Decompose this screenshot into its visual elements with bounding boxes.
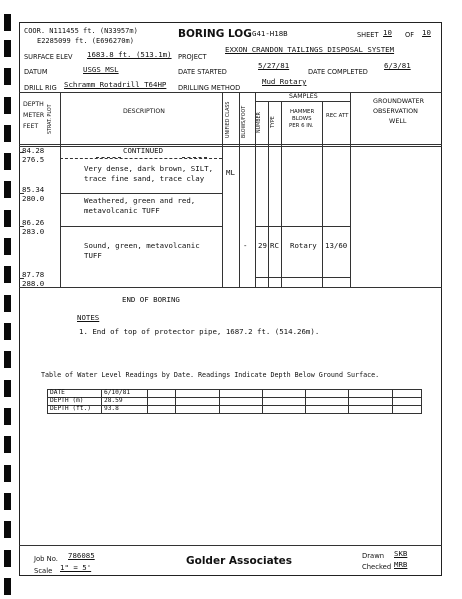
binder-mark xyxy=(4,436,11,453)
depth-label: 280.0 xyxy=(22,194,45,203)
depth-feet-header: FEET xyxy=(23,123,39,130)
sample-number-value: 29 xyxy=(258,241,267,250)
scale-label: Scale xyxy=(34,567,53,575)
depth-label: 85.34 xyxy=(22,185,45,194)
layer-boundary xyxy=(60,226,222,227)
binder-mark xyxy=(4,408,11,425)
boring-id: G41-H18B xyxy=(252,29,288,38)
binder-mark xyxy=(4,153,11,170)
binder-mark xyxy=(4,125,11,142)
strat-plot-header: STRAT. PLOT xyxy=(48,104,53,134)
rec-att-header: REC ATT xyxy=(326,113,349,119)
drawn-value: SKB xyxy=(394,549,408,558)
drilling-method-value: Mud Rotary xyxy=(262,77,307,86)
observation-header: OBSERVATION xyxy=(373,107,418,115)
coordinate-north: COOR. N111455 ft. (N33957m) xyxy=(24,27,138,35)
layer-boundary xyxy=(60,158,222,159)
drill-rig-label: DRILL RIG xyxy=(24,84,57,92)
drill-rig-value: Schramm Rotadrill T64HP xyxy=(64,80,167,89)
sample-type-value: RC xyxy=(270,241,279,250)
depth-label: 84.28 xyxy=(22,146,45,155)
project-label: PROJECT xyxy=(178,53,207,61)
column-divider xyxy=(60,92,61,287)
layer-description: Sound, green, metavolcanic xyxy=(84,241,200,250)
datum-value: USGS MSL xyxy=(83,65,119,74)
drilling-method-label: DRILLING METHOD xyxy=(178,84,241,92)
unified-class-header: UNIFIED CLASS xyxy=(226,101,231,138)
binder-mark xyxy=(4,550,11,567)
table-row xyxy=(48,398,422,406)
column-divider xyxy=(322,101,323,287)
date-started-label: DATE STARTED xyxy=(178,68,227,76)
samples-divider xyxy=(255,101,350,102)
column-header-divider xyxy=(19,144,442,145)
job-number-label: Job No. xyxy=(34,555,58,563)
binder-mark xyxy=(4,465,11,482)
sample-number-header: NUMBER xyxy=(257,112,262,133)
date-completed-label: DATE COMPLETED xyxy=(308,68,368,76)
table-cell: 6/10/81 xyxy=(101,390,147,398)
surface-elev-label: SURFACE ELEV xyxy=(24,53,73,61)
sample-type-header: TYPE xyxy=(271,116,276,128)
coordinate-east: E2285099 ft. (E696270m) xyxy=(37,37,134,45)
binder-mark xyxy=(4,493,11,510)
layer-description: TUFF xyxy=(84,251,102,260)
sample-method-value: Rotary xyxy=(290,241,317,250)
job-number-value: 786085 xyxy=(68,551,95,560)
binder-mark xyxy=(4,68,11,85)
sheet-total: 10 xyxy=(422,28,431,37)
datum-label: DATUM xyxy=(24,68,48,76)
table-row xyxy=(48,406,422,414)
continued-dash xyxy=(182,157,207,158)
layer-description: trace fine sand, trace clay xyxy=(84,174,205,183)
row-header: DEPTH (m) xyxy=(48,398,102,406)
sheet-label: SHEET xyxy=(357,31,379,39)
binder-mark xyxy=(4,97,11,114)
layer-description: Very dense, dark brown, SILT, xyxy=(84,164,214,173)
layer-boundary xyxy=(60,193,222,194)
sample-boundary xyxy=(255,226,350,227)
samples-header: SAMPLES xyxy=(289,93,318,100)
binder-mark xyxy=(4,210,11,227)
depth-label: 276.5 xyxy=(22,155,45,164)
sheet-number: 10 xyxy=(383,28,392,37)
unified-class-value: ML xyxy=(226,168,235,177)
notes-title: NOTES xyxy=(77,313,100,322)
column-divider xyxy=(239,92,240,287)
hammer-per-header: PER 6 IN. xyxy=(289,123,314,129)
footer-divider xyxy=(19,545,442,546)
water-table-title: Table of Water Level Readings by Date. Readings Indicate Depth Below Ground Surface. xyxy=(41,371,380,379)
column-divider xyxy=(255,92,256,287)
date-completed-value: 6/3/81 xyxy=(384,61,411,70)
depth-meter-header: METER xyxy=(23,112,45,119)
log-body-bottom xyxy=(19,287,442,288)
binder-mark xyxy=(4,323,11,340)
binder-mark xyxy=(4,14,11,31)
depth-label: 87.78 xyxy=(22,270,45,279)
row-header: DATE xyxy=(48,390,102,398)
binder-mark xyxy=(4,40,11,57)
column-header-divider xyxy=(19,146,442,147)
binder-mark xyxy=(4,238,11,255)
depth-header: DEPTH xyxy=(23,101,44,108)
row-header: DEPTH (ft.) xyxy=(48,406,102,414)
table-row xyxy=(48,390,422,398)
well-header: WELL xyxy=(389,117,407,125)
note-item: 1. End of top of protector pipe, 1687.2 ft. (514.26m). xyxy=(79,327,320,336)
depth-label: 86.26 xyxy=(22,218,45,227)
column-divider xyxy=(268,101,269,287)
binder-mark xyxy=(4,578,11,595)
depth-label: 288.0 xyxy=(22,279,45,288)
sample-recovery-value: 13/60 xyxy=(325,241,348,250)
page-title: BORING LOG xyxy=(178,28,252,40)
layer-description: Weathered, green and red, xyxy=(84,196,196,205)
checked-value: MRB xyxy=(394,560,408,569)
binder-mark xyxy=(4,181,11,198)
description-header: DESCRIPTION xyxy=(123,108,165,115)
sample-boundary xyxy=(255,277,350,278)
column-divider xyxy=(350,92,351,287)
surface-elev-value: 1683.8 ft. (513.1m) xyxy=(87,50,172,59)
unified-class-value: - xyxy=(243,241,248,250)
column-divider xyxy=(222,92,223,287)
header-divider xyxy=(19,92,442,93)
company-name: Golder Associates xyxy=(186,555,293,567)
project-value: EXXON CRANDON TAILINGS DISPOSAL SYSTEM xyxy=(225,45,395,54)
binder-mark xyxy=(4,266,11,283)
hammer-blows-header: BLOWS xyxy=(292,116,312,122)
end-of-boring: END OF BORING xyxy=(122,295,180,304)
table-cell: 93.8 xyxy=(101,406,147,414)
checked-label: Checked xyxy=(362,563,392,571)
binder-mark xyxy=(4,295,11,312)
binder-mark xyxy=(4,351,11,368)
scale-value: 1" = 5' xyxy=(60,563,92,572)
binder-mark xyxy=(4,380,11,397)
layer-description: metavolcanic TUFF xyxy=(84,206,160,215)
of-label: OF xyxy=(405,31,414,39)
groundwater-header: GROUNDWATER xyxy=(373,97,425,105)
drawn-label: Drawn xyxy=(362,552,385,560)
continued-label: CONTINUED xyxy=(123,146,164,155)
date-started-value: 5/27/81 xyxy=(258,61,290,70)
depth-label: 283.0 xyxy=(22,227,45,236)
continued-dash xyxy=(96,157,121,158)
binder-mark xyxy=(4,521,11,538)
hammer-header: HAMMER xyxy=(290,109,315,115)
table-cell: 28.59 xyxy=(101,398,147,406)
column-divider xyxy=(281,101,282,287)
water-level-table xyxy=(47,389,422,414)
blows-foot-header: BLOWS/FOOT xyxy=(242,105,247,138)
